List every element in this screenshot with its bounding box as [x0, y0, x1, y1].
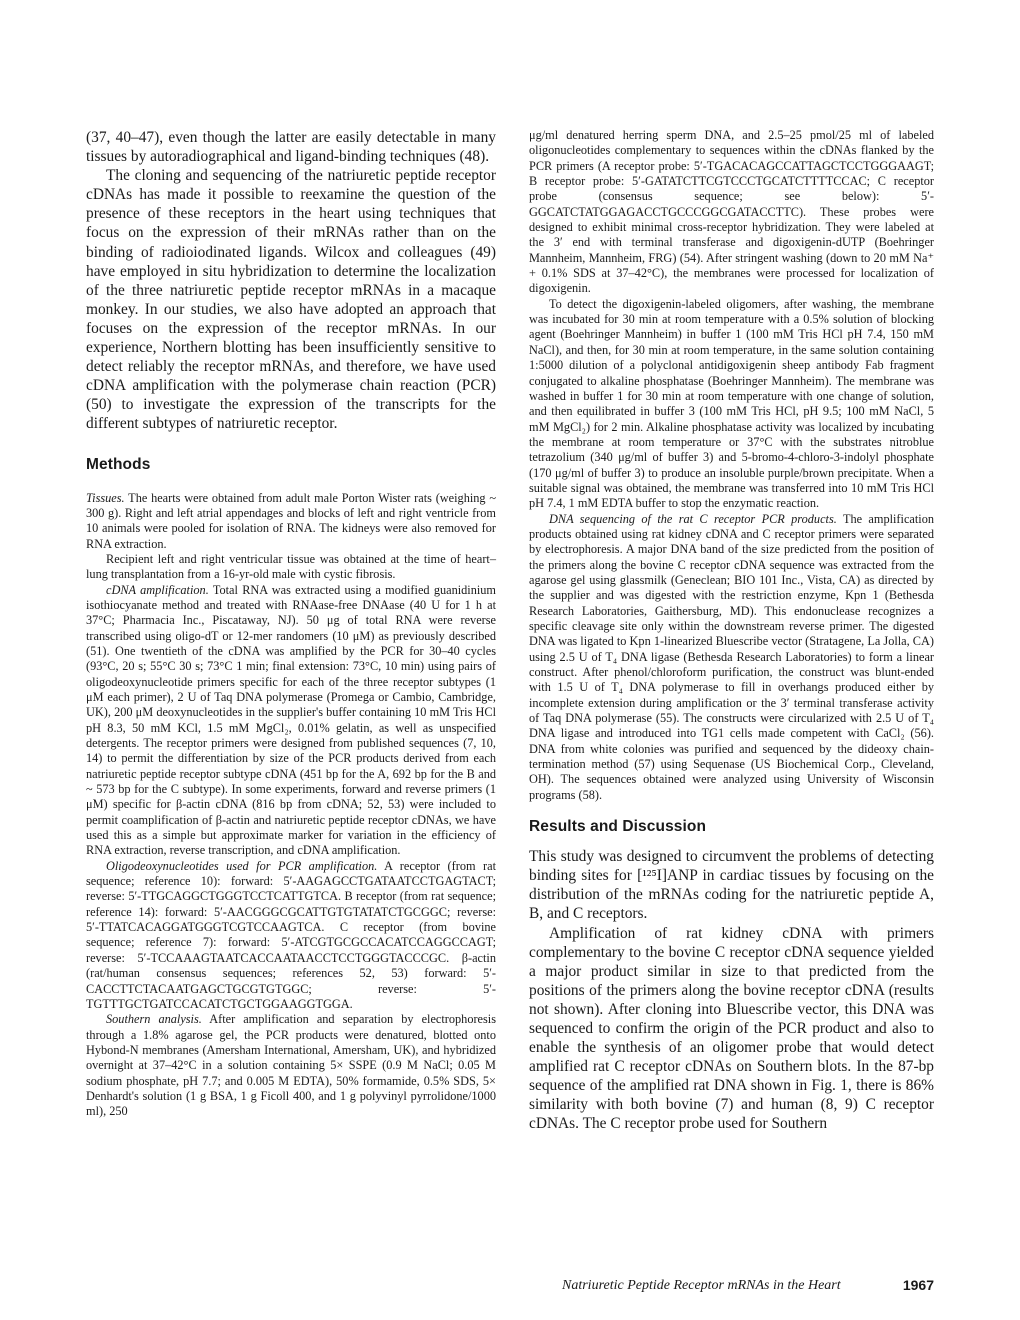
- oligo-paragraph: [86, 859, 496, 1012]
- methods-section: [86, 491, 496, 1120]
- tissues-lead: Tissues.: [86, 490, 125, 505]
- tissues-paragraph: [86, 491, 496, 552]
- results-paragraph: This study was designed to circumvent the problems of detecting binding sites for [¹²⁵I]ANP in cardiac tissues by focusing on the distribution of the mRNAs coding for the natriuretic peptide A, B, and C receptors.: [529, 848, 934, 923]
- cdna-paragraph: [86, 583, 496, 859]
- right-column: [529, 128, 934, 1134]
- methods-continued: [529, 128, 934, 803]
- cdna-text: Total RNA was extracted using a modified guanidinium isothiocyanate method and treated with RNAase-free DNAase (40 U for 1 h at 37°C; Pharmacia Inc., Piscataway, NJ). 50 μg of total RNA were reverse transcribed using oligo-dT or 12-mer randomers (10 μM) as previously described (51). One twentieth of the cDNA was amplified by the PCR for 30–40 cycles (93°C, 20 s; 55°C 30 s; 73°C 1 min; final extension: 73°C, 10 min) using pairs of oligodeoxynucleotide primers specific for each of the three receptor subtypes (1 μM each primer), 2 U of Taq DNA polymerase (Promega or Cambio, Cambridge, UK), 200 μM deoxynucleotides in the supplier's buffer containing 10 mM Tris HCl pH 8.3, 50 mM KCl, 1.5 mM MgCl₂, 0.01% gelatin, as well as unspecified detergents. The receptor primers were designed from published sequences (7, 10, 14) to permit the differentiation by size of the PCR products derived from each natriuretic peptide receptor subtype cDNA (451 bp for the A, 692 bp for the B and ~ 573 bp for the C subtype). In some experiments, forward and reverse primers (1 μM) specific for β-actin cDNA (816 bp from cDNA; 52, 53) were included to permit coamplification of β-actin and natriuretic peptide receptor cDNAs, we have used this as a simple but approximate marker for variation in the efficiency of RNA extraction, reverse transcription, and cDNA amplification.: [86, 582, 496, 858]
- results-paragraph: Amplification of rat kidney cDNA with primers complementary to the bovine C receptor cDNA sequence yielded a major product similar in size to that predicted from the positions of the primers along the bovine receptor cDNA (results not shown). After cloning into Bluescribe vector, this DNA was sequenced to confirm the origin of the PCR product and also to enable the synthesis of an oligomer probe that would detect amplified rat C receptor cDNAs on Southern blots. In the 87-bp sequence of the amplified rat DNA shown in Fig. 1, there is 86% similarity with both bovine (7) and human (8, 9) C receptor cDNAs. The C receptor probe used for Southern: [529, 924, 934, 1133]
- tissues-text: The hearts were obtained from adult male Porton Wister rats (weighing ~ 300 g). Right and left atrial appendages and blocks of left and right ventricle from 10 animals were pooled for isolation of RNA. The kidneys were also removed for RNA extraction.: [86, 490, 496, 551]
- oligo-lead: Oligodeoxynucleotides used for PCR amplification.: [106, 858, 378, 873]
- methods-heading: Methods: [86, 455, 151, 473]
- results-section: [529, 847, 934, 1133]
- oligo-text: A receptor (from rat sequence; reference 10): forward: 5′-AAGAGCCTGATAATCCTGAGTACT; reverse: 5′-TTGCAGGCTGGGTCCTCATTGTCA. B receptor (from rat sequence; reference 14): forward: 5′-AACGGGCGCATTGTGTATATCTGCGGC; reverse: 5′-TTATCACAGGATGGGTCGTCCAAGTCA. C receptor (from bovine sequence; reference 7): forward: 5′-ATCGTGCGCCACATCCAGGCCAGT; reverse: 5′-TCCAAAGTAATCACCAATAACCTCCTGGGTACCCGC. β-actin (rat/human consensus sequences; references 52, 53) forward: 5′-CACCTTCTACAATGAGCTGCGTGTGGC; reverse: 5′-TGTTTGCTGATCCACATCTGCTGGAAGGTGGA.: [86, 858, 496, 1011]
- cdna-lead: cDNA amplification.: [106, 582, 209, 597]
- detect-paragraph: To detect the digoxigenin-labeled oligomers, after washing, the membrane was incubated for 30 min at room temperature with a 0.5% solution of blocking agent (Boehringer Mannheim) in buffer 1 (100 mM Tris HCl pH 7.4, 150 mM NaCl), and then, for 30 min at room temperature, in the same solution containing 1:5000 dilution of a polyclonal antidigoxigenin sheep antibody Fab fragment conjugated to alkaline phosphatase (Boehringer Mannheim). The membrane was washed in buffer 1 for 30 min at room temperature with one change of solution, and then equilibrated in buffer 3 (100 mM Tris HCl, pH 9.5; 100 mM NaCl, 5 mM MgCl₂) for 2 min. Alkaline phosphatase activity was localized by incubating the membrane at room temperature or 37°C with the substrates nitroblue tetrazolium (340 μg/ml of buffer 3) and 5-bromo-4-chloro-3-indolyl phosphate (170 μg/ml of buffer 3) to produce an insoluble purple/brown precipitate. When a suitable signal was obtained, the membrane was transferred into 10 mM Tris HCl pH 7.4, 1 mM EDTA buffer to stop the enzymatic reaction.: [529, 296, 934, 511]
- intro-paragraph: (37, 40–47), even though the latter are easily detectable in many tissues by autoradiographical and ligand-binding techniques (48).: [86, 129, 496, 166]
- results-heading: Results and Discussion: [529, 818, 707, 836]
- recipient-paragraph: Recipient left and right ventricular tissue was obtained at the time of heart–lung transplantation from a 16-yr-old male with cystic fibrosis.: [86, 551, 496, 582]
- dna-sequencing-text: The amplification products obtained using rat kidney cDNA and C receptor primers were separated by electrophoresis. A major DNA band of the size predicted from the position of the primers along the bovine C receptor cDNA sequence was extracted from the agarose gel using glassmilk (Geneclean; BIO 101 Inc., Vista, CA) as directed by the supplier and was digested with the restriction enzyme, Kpn 1 (Bethesda Research Laboratories, Gaithersburg, MD). This endonuclease recognizes a specific cleavage site only within the downstream reverse primer. The digested DNA was ligated to Kpn 1-linearized Bluescribe vector (Stratagene, La Jolla, CA) using 2.5 U of T₄ DNA ligase (Bethesda Research Laboratories) to form a linear construct. After phenol/chloroform purification, the construct was blunt-ended with 1.5 U of T₄ DNA polymerase to fill in overhangs produced either by incomplete extension during amplification or the 3′ terminal transferase activity of Taq DNA polymerase (55). The constructs were circularized with 2.5 U of T₄ DNA ligase and introduced into TG1 cells made competent with CaCl₂ (56). DNA from white colonies was purified and sequenced by the dideoxy chain-termination method (57) using Sequenase (US Biochemical Corp., Cleveland, OH). The sequences obtained were analyzed using University of Wisconsin programs (58).: [529, 511, 934, 802]
- southern-text: After amplification and separation by electrophoresis through a 1.8% agarose gel, the PCR products were denatured, blotted onto Hybond-N membranes (Amersham International, Amersham, UK), and hybridized overnight at 37–42°C in a solution containing 5× SSPE (0.9 M NaCl; 0.05 M sodium phosphate, pH 7.7; and 0.005 M EDTA), 50% formamide, 0.5% SDS, 5× Denhardt's solution (1 g BSA, 1 g Ficoll 400, and 1 g polyvinyl pyrrolidone/1000 ml), 250: [86, 1012, 497, 1119]
- intro-paragraph: The cloning and sequencing of the natriuretic peptide receptor cDNAs has made it possible to reexamine the question of the presence of these receptors in the heart using techniques that focus on the expression of their mRNAs rather than on the binding of radioiodinated ligands. Wilcox and colleagues (49) have employed in situ hybridization to determine the localization of the three natriuretic peptide receptor mRNAs in a macaque monkey. In our studies, we also have adopted an approach that focuses on the expression of the receptor mRNAs. In our experience, Northern blotting has been insufficiently sensitive to detect reliably the receptor mRNAs, and therefore, we have used cDNA amplification with the polymerase chain reaction (PCR) (50) to investigate the expression of the transcripts for the different subtypes of natriuretic receptor.: [86, 167, 496, 433]
- southern-continued-paragraph: μg/ml denatured herring sperm DNA, and 2.5–25 pmol/25 ml of labeled oligonucleotides complementary to sequences within the cDNAs flanked by the PCR primers (A receptor probe: 5′-TGACACAGCCATTAGCTCCTGGGAAGT; B receptor probe: 5′-GATATCTTCGTCCCTGCATCTTTTCCAC; C receptor probe (consensus sequence; see below): 5′-GGCATCTATGGAGACCTGCCCGGCGATACCTTC). These probes were designed to exhibit minimal cross-receptor hybridization. They were labeled at the 3′ end with terminal transferase and digoxigenin-dUTP (Boehringer Mannheim, Mannheim, FRG) (54). After stringent washing (down to 20 mM Na⁺ + 0.1% SDS at 37–42°C), the membranes were processed for localization of digoxigenin.: [529, 128, 934, 296]
- page-number: 1967: [902, 1277, 934, 1293]
- running-head: Natriuretic Peptide Receptor mRNAs in the Heart: [562, 1278, 841, 1293]
- left-column: [86, 128, 496, 1120]
- intro-section: [86, 128, 496, 434]
- southern-lead: Southern analysis.: [106, 1012, 202, 1027]
- southern-paragraph: [86, 1012, 496, 1119]
- dna-sequencing-paragraph: [529, 512, 934, 804]
- dna-sequencing-lead: DNA sequencing of the rat C receptor PCR products.: [549, 511, 837, 526]
